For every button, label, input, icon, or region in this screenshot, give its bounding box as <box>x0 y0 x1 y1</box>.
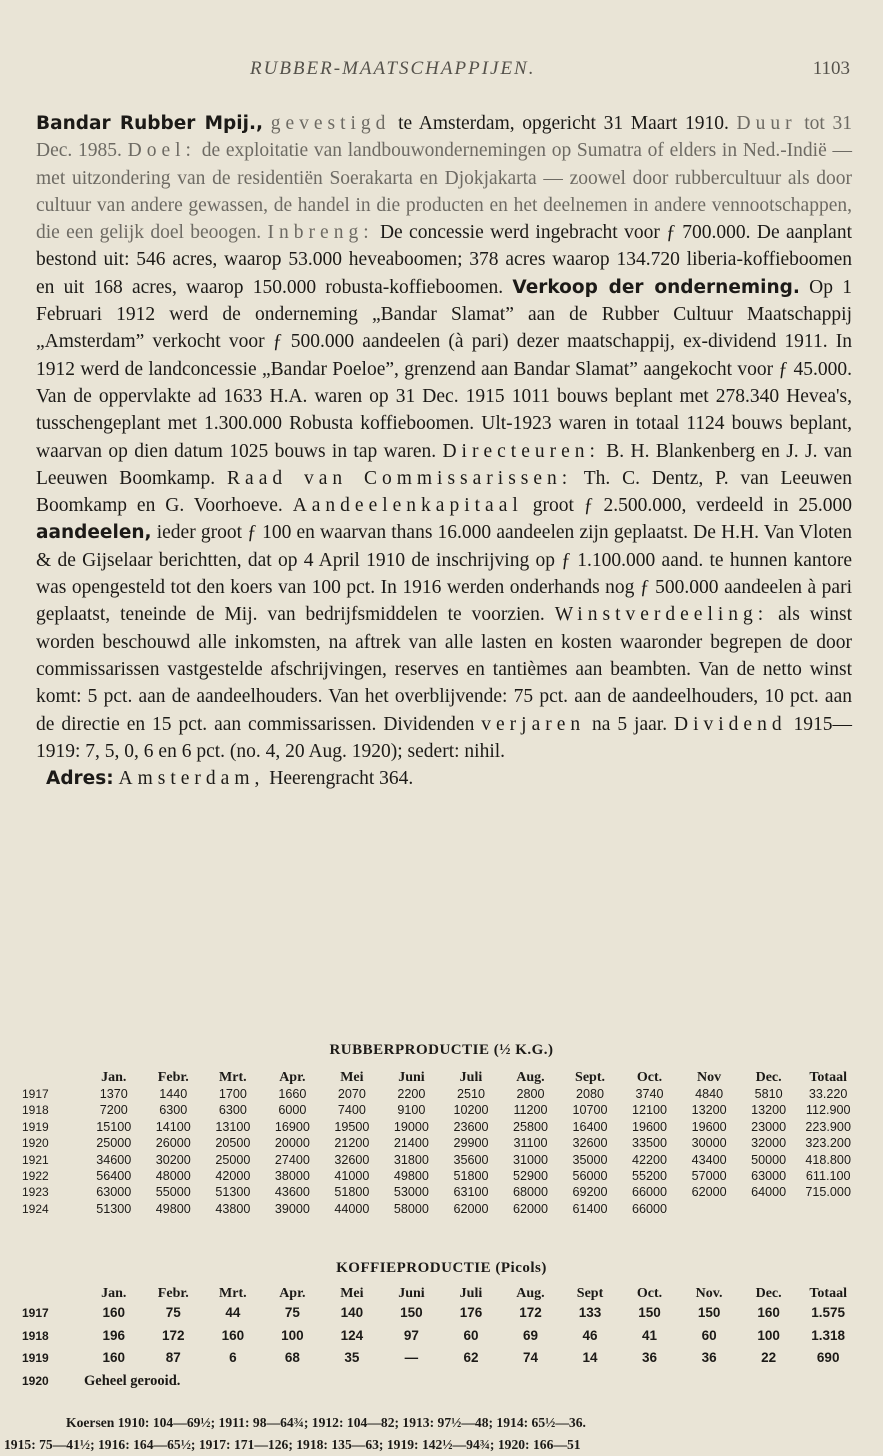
column-header: Nov. <box>695 1286 723 1301</box>
table-cell: 100 <box>757 1327 780 1343</box>
column-header: Totaal <box>809 1286 847 1301</box>
row-note: Geheel gerooid. <box>84 1372 181 1389</box>
table-cell: 60 <box>463 1327 479 1343</box>
table-cell: 35000 <box>572 1152 608 1167</box>
table-cell: 7400 <box>337 1103 366 1118</box>
table-cell: 29900 <box>453 1136 489 1151</box>
directeuren-text: B. H. Blankenberg en J. J. van Leeuwen Boomkamp. <box>36 440 853 489</box>
table-cell: 69200 <box>572 1185 608 1200</box>
table-cell: 23000 <box>751 1119 787 1134</box>
table-cell: 62 <box>463 1350 479 1365</box>
column-header: Dec. <box>755 1286 782 1301</box>
table-cell: 30000 <box>691 1136 727 1151</box>
table-cell: 64000 <box>751 1185 787 1200</box>
inbreng-label: Inbreng: <box>267 222 374 244</box>
table-cell: 25000 <box>96 1136 132 1151</box>
table-cell: 51300 <box>96 1201 132 1216</box>
table-cell: 32600 <box>334 1152 370 1167</box>
dividend-text: 1915—1919: 7, 5, 0, 6 en 6 pct. (no. 4, 20 Aug. 1920); sedert: nihil. <box>36 713 852 762</box>
column-header: Jan. <box>101 1070 127 1085</box>
table-cell: 150 <box>638 1305 661 1320</box>
table-cell: 62000 <box>453 1201 489 1216</box>
column-header: Juni <box>398 1286 425 1301</box>
table-cell: 36 <box>642 1350 658 1365</box>
koffie-production-table <box>22 1286 858 1392</box>
table-cell: 1370 <box>99 1087 128 1101</box>
table-cell: 44 <box>225 1305 241 1320</box>
table-cell: 35 <box>344 1350 360 1365</box>
column-header: Nov <box>697 1070 722 1085</box>
founding-text: te Amsterdam, opgericht 31 Maart 1910. <box>390 113 737 134</box>
table-cell: 63100 <box>453 1185 489 1200</box>
column-header: Oct. <box>636 1070 663 1085</box>
table-cell: 39000 <box>274 1201 310 1216</box>
company-entry <box>36 110 852 792</box>
table-cell: 1440 <box>159 1087 188 1101</box>
row-year: 1920 <box>22 1373 49 1388</box>
table-row <box>22 1119 858 1135</box>
table-cell: 11200 <box>513 1103 548 1118</box>
winstverdeeling-text: als winst worden beschouwd alle inkomsten, na aftrek van alle lasten en kosten waaronder begrepen de door commissarissen vastgestelde afschrijvingen, reserves en tantièmes aan beambten. Van de netto winst komt: 5 pct. aan de aandeelhouders. Van het overblijvende: 75 pct. aan de aandeelhouders, 10 pct. aan de directie en 15 pct. aan commissarissen. Dividenden <box>36 604 853 735</box>
table-cell: 14100 <box>155 1119 191 1134</box>
koersen-line: 1915: 75—41½; 1916: 164—65½; 1917: 171—126; 1918: 135—63; 1919: 142½—94¾; 1920: 166—51 <box>4 1437 581 1452</box>
row-year: 1919 <box>22 1119 49 1134</box>
table-cell: 46 <box>582 1327 598 1343</box>
table-cell: 10700 <box>572 1103 608 1118</box>
table-cell: 33.220 <box>808 1087 848 1101</box>
page-number: 1103 <box>812 58 850 79</box>
table-cell: 55200 <box>632 1169 668 1184</box>
table-cell: 112.900 <box>805 1103 851 1118</box>
table-cell: 35600 <box>453 1152 489 1167</box>
column-header: Aug. <box>516 1070 545 1085</box>
table-cell: 43800 <box>215 1201 251 1216</box>
verkoop-heading: Verkoop der onderneming. <box>512 276 800 298</box>
table-row <box>22 1168 858 1184</box>
running-header <box>0 58 883 88</box>
rubber-production-table <box>22 1070 858 1217</box>
column-header: Sept <box>576 1286 604 1301</box>
table-cell: 31100 <box>513 1136 548 1151</box>
dividend-label: Dividend <box>674 713 787 735</box>
table-cell: 10200 <box>453 1103 489 1118</box>
table-cell: 68000 <box>512 1185 548 1200</box>
table-cell: 160 <box>102 1305 126 1320</box>
table-cell: 32000 <box>751 1136 787 1151</box>
gevestigd-label: gevestigd <box>270 113 391 134</box>
table-cell: 25800 <box>512 1119 548 1134</box>
table-cell: 48000 <box>155 1169 191 1184</box>
table-cell: 3740 <box>635 1087 664 1101</box>
table-cell: 30200 <box>155 1152 191 1167</box>
table-cell: 16400 <box>572 1119 608 1134</box>
column-header: Juli <box>459 1286 483 1301</box>
table-cell: 150 <box>697 1305 721 1320</box>
table-cell: 51800 <box>334 1185 370 1200</box>
table-cell: 6300 <box>159 1103 188 1118</box>
column-header: Febr. <box>157 1070 189 1085</box>
table-cell: 49800 <box>393 1169 429 1184</box>
table-cell: 223.900 <box>805 1119 851 1134</box>
table-cell: 26000 <box>155 1136 191 1151</box>
table-cell: 1.575 <box>811 1305 846 1320</box>
table-cell: 6300 <box>218 1103 247 1118</box>
entry-paragraph <box>36 110 852 765</box>
row-year: 1918 <box>22 1103 49 1118</box>
table-cell: 150 <box>400 1305 423 1320</box>
table-cell: 2800 <box>516 1087 545 1101</box>
table-cell: 21200 <box>334 1136 370 1151</box>
table-cell: 31000 <box>512 1152 548 1167</box>
table-cell: 33500 <box>632 1136 668 1151</box>
table-cell: 7200 <box>99 1103 128 1118</box>
table-cell: 74 <box>522 1350 538 1365</box>
table-cell: 97 <box>403 1327 419 1343</box>
row-year: 1917 <box>22 1087 49 1101</box>
column-header: Sept. <box>575 1070 605 1085</box>
table-cell: 36 <box>701 1350 717 1365</box>
adres-label: Adres: <box>46 768 114 790</box>
table-cell: 19000 <box>393 1119 429 1134</box>
column-header: Febr. <box>157 1286 189 1301</box>
table-cell: 58000 <box>393 1201 429 1216</box>
table-cell: 34600 <box>96 1152 132 1167</box>
table-cell: 2070 <box>337 1087 366 1101</box>
table-cell: 12100 <box>632 1103 668 1118</box>
adres-street: Heerengracht 364. <box>264 768 414 790</box>
verkoop-text: Op 1 Februari 1912 werd de onderneming „Bandar Slamat” aan de Rubber Cultuur Maatschappij „Amsterdam” verkocht voor ƒ 500.000 aandeelen (à pari) dezer maatschappij, ex-dividend 1911. In 1912 werd de landconcessie „Bandar Poeloe”, grenzend aan Bandar Slamat” aangekocht voor ƒ 45.000. Van de oppervlakte ad 1633 H.A. waren op 31 Dec. 1915 1011 bouws beplant met 278.340 Hevea's, tusschengeplant met 1.300.000 Robusta koffieboomen. Ult-1923 waren in totaal 1124 bouws beplant, waarvan op dien datum 1025 bouws in tap waren. <box>36 276 852 462</box>
table-cell: 124 <box>340 1327 364 1343</box>
table-cell: 20500 <box>215 1136 251 1151</box>
table-cell: — <box>404 1350 419 1365</box>
table-cell: 63000 <box>96 1185 132 1200</box>
table-row <box>22 1135 858 1151</box>
table-row <box>22 1302 858 1325</box>
address-line <box>36 765 852 792</box>
table-cell: 16900 <box>274 1119 310 1134</box>
table-cell: 4840 <box>695 1087 724 1101</box>
table-cell: 41 <box>642 1327 658 1343</box>
koersen-line: Koersen 1910: 104—69½; 1911: 98—64¾; 1912: 104—82; 1913: 97½—48; 1914: 65½—36. <box>66 1415 586 1430</box>
table-cell: 19500 <box>334 1119 370 1134</box>
table-cell: 715.000 <box>805 1185 851 1200</box>
table-row <box>22 1370 858 1393</box>
table-cell: 41000 <box>334 1169 370 1184</box>
table-cell: 6 <box>229 1350 237 1365</box>
table-cell: 196 <box>102 1327 126 1343</box>
table-cell: 42200 <box>632 1152 668 1167</box>
table-cell: 100 <box>281 1327 304 1343</box>
table-cell: 51300 <box>215 1185 251 1200</box>
table-cell: 42000 <box>215 1169 251 1184</box>
table-cell: 13100 <box>215 1119 251 1134</box>
table-cell: 611.100 <box>805 1169 851 1184</box>
table-cell: 21400 <box>393 1136 429 1151</box>
row-year: 1923 <box>22 1185 49 1200</box>
column-header: Apr. <box>279 1286 306 1301</box>
adres-city: Amsterdam, <box>118 768 265 790</box>
table-cell: 160 <box>757 1305 780 1320</box>
table-cell: 323.200 <box>805 1136 851 1151</box>
table-row <box>22 1184 858 1200</box>
column-header: Juni <box>398 1070 425 1085</box>
table-cell: 43600 <box>274 1185 310 1200</box>
table-cell: 160 <box>102 1350 126 1365</box>
table-cell <box>798 1201 858 1217</box>
table-cell: 133 <box>578 1305 602 1320</box>
verjaren-label: verjaren <box>481 713 586 735</box>
duur-text: tot 31 Dec. 1985. <box>36 113 853 162</box>
running-title: RUBBER-MAATSCHAPPIJEN. <box>250 58 536 79</box>
winstverdeeling-label: Winstverdeeling: <box>554 604 769 626</box>
table-cell: 140 <box>340 1305 364 1320</box>
table-row <box>22 1152 858 1168</box>
row-year: 1924 <box>22 1201 49 1216</box>
table-cell: 23600 <box>453 1119 489 1134</box>
table-row <box>22 1325 858 1348</box>
table-cell: 50000 <box>751 1152 787 1167</box>
table-cell: 1700 <box>218 1087 247 1101</box>
table-cell: 6000 <box>278 1103 307 1118</box>
table-cell: 87 <box>165 1350 181 1365</box>
table-cell: 61400 <box>572 1201 608 1216</box>
table-cell <box>739 1201 799 1217</box>
table-cell: 27400 <box>274 1152 310 1167</box>
table-cell: 19600 <box>632 1119 668 1134</box>
table-cell: 66000 <box>632 1185 668 1200</box>
table-cell: 62000 <box>512 1201 548 1216</box>
table-cell: 25000 <box>215 1152 251 1167</box>
koffie-table-header-row <box>22 1286 858 1302</box>
aandeelen-heading: aandeelen, <box>36 522 152 544</box>
table-cell: 57000 <box>691 1169 727 1184</box>
table-cell: 14 <box>582 1350 598 1365</box>
table-cell: 31800 <box>393 1152 429 1167</box>
table-cell: 66000 <box>632 1201 668 1216</box>
table-cell: 38000 <box>274 1169 310 1184</box>
table-cell: 75 <box>284 1305 300 1320</box>
table-cell: 2200 <box>397 1087 426 1101</box>
table-row <box>22 1102 858 1118</box>
column-header: Mrt. <box>219 1070 247 1085</box>
verjaren-text: na 5 jaar. <box>585 713 674 735</box>
table-cell: 1660 <box>278 1087 307 1101</box>
table-cell: 176 <box>459 1305 483 1320</box>
table-cell: 172 <box>162 1327 185 1343</box>
table-row <box>22 1086 858 1102</box>
rubber-table-header-row <box>22 1070 858 1086</box>
table-row <box>22 1347 858 1370</box>
table-cell: 172 <box>519 1305 542 1320</box>
rubber-table-title: RUBBERPRODUCTIE (½ K.G.) <box>329 1042 554 1058</box>
table-cell: 51800 <box>453 1169 489 1184</box>
koffie-table-title: KOFFIEPRODUCTIE (Picols) <box>336 1260 547 1276</box>
table-cell: 15100 <box>96 1119 132 1134</box>
column-header <box>22 1286 84 1302</box>
table-cell: 22 <box>761 1350 777 1365</box>
column-header: Apr. <box>279 1070 306 1085</box>
koffie-table-body <box>22 1302 858 1392</box>
column-header <box>22 1070 84 1086</box>
table-cell: 32600 <box>572 1136 608 1151</box>
directeuren-label: Directeuren: <box>442 440 600 462</box>
duur-label: Duur <box>736 113 797 134</box>
row-year: 1921 <box>22 1152 49 1167</box>
row-year: 1917 <box>22 1306 49 1320</box>
table-cell: 68 <box>284 1350 300 1365</box>
table-cell: 56000 <box>572 1169 608 1184</box>
table-cell: 43400 <box>691 1152 727 1167</box>
column-header: Totaal <box>809 1070 847 1085</box>
table-cell: 19600 <box>691 1119 727 1134</box>
row-year: 1918 <box>22 1328 49 1343</box>
column-header: Aug. <box>516 1286 545 1301</box>
row-year: 1920 <box>22 1136 49 1151</box>
table-cell: 418.800 <box>805 1152 851 1167</box>
column-header: Mei <box>340 1070 364 1085</box>
aandeelen-text: ieder groot ƒ 100 en waarvan thans 16.000 aandeelen zijn geplaatst. De H.H. Van Vloten & de Gijselaar berichtten, dat op 4 April 1910 de inschrijving op ƒ 1.100.000 aand. te hunnen kantore was opengesteld tot den koers van 100 pct. In 1916 werden onderhands nog ƒ 500.000 aandeelen à pari geplaatst, teneinde de Mij. van bedrijfsmiddelen te voorzien. <box>36 522 852 626</box>
table-cell: 690 <box>816 1350 840 1365</box>
table-row <box>22 1201 858 1217</box>
doel-label: Doel: <box>127 140 196 162</box>
table-cell: 53000 <box>393 1185 429 1200</box>
column-header: Mrt. <box>219 1286 247 1301</box>
raad-text: Th. C. Dentz, P. van Leeuwen Boomkamp en G. Voorhoeve. <box>36 467 852 517</box>
company-name: Bandar Rubber Mpij., <box>36 113 264 134</box>
table-cell: 56400 <box>96 1169 132 1184</box>
rubber-table-body <box>22 1086 858 1217</box>
column-header: Mei <box>340 1286 364 1301</box>
raad-label: Raad van Commissarissen: <box>227 467 573 489</box>
table-cell: 75 <box>165 1305 181 1320</box>
kapitaal-text: groot ƒ 2.500.000, verdeeld in 25.000 <box>522 495 852 517</box>
table-cell: 49800 <box>155 1201 191 1216</box>
inbreng-text: De concessie werd ingebracht voor ƒ 700.000. De aanplant bestond uit: 546 acres, waarop 53.000 heveaboomen; 378 acres waarop 134.720 liberia-koffieboomen en uit 168 acres, waarop 150.000 robusta-koffieboomen. <box>36 222 852 298</box>
column-header: Juli <box>459 1070 483 1085</box>
table-cell: 55000 <box>155 1185 191 1200</box>
table-cell: 69 <box>522 1327 538 1343</box>
row-year: 1919 <box>22 1351 49 1365</box>
table-cell: 5810 <box>754 1087 783 1101</box>
table-cell: 2080 <box>576 1087 605 1101</box>
table-cell: 9100 <box>397 1103 426 1118</box>
row-year: 1922 <box>22 1169 49 1184</box>
table-cell: 13200 <box>691 1103 727 1118</box>
table-cell: 13200 <box>751 1103 787 1118</box>
table-cell: 2510 <box>456 1087 485 1101</box>
table-cell: 160 <box>221 1327 245 1343</box>
table-cell: 44000 <box>334 1201 370 1216</box>
table-cell: 20000 <box>274 1136 310 1151</box>
table-cell: 60 <box>701 1327 717 1343</box>
table-cell: 62000 <box>691 1185 727 1200</box>
table-cell: 63000 <box>751 1169 787 1184</box>
table-cell: 1.318 <box>811 1327 846 1343</box>
column-header: Dec. <box>755 1070 782 1085</box>
koersen-block <box>0 1412 883 1456</box>
column-header: Jan. <box>101 1286 127 1301</box>
table-cell: 52900 <box>512 1169 548 1184</box>
kapitaal-label: Aandeelenkapitaal <box>292 495 523 517</box>
doel-text: de exploitatie van landbouwondernemingen op Sumatra of elders in Ned.-Indië — met uitzondering van de residentiën Soerakarta en Djokjakarta — zoowel door rubbercultuur als door cultuur van andere gewassen, de handel in die producten en het deelnemen in andere vennootschappen, die een gelijk doel beoogen. <box>36 140 852 244</box>
column-header: Oct. <box>636 1286 663 1301</box>
table-cell <box>679 1201 739 1217</box>
